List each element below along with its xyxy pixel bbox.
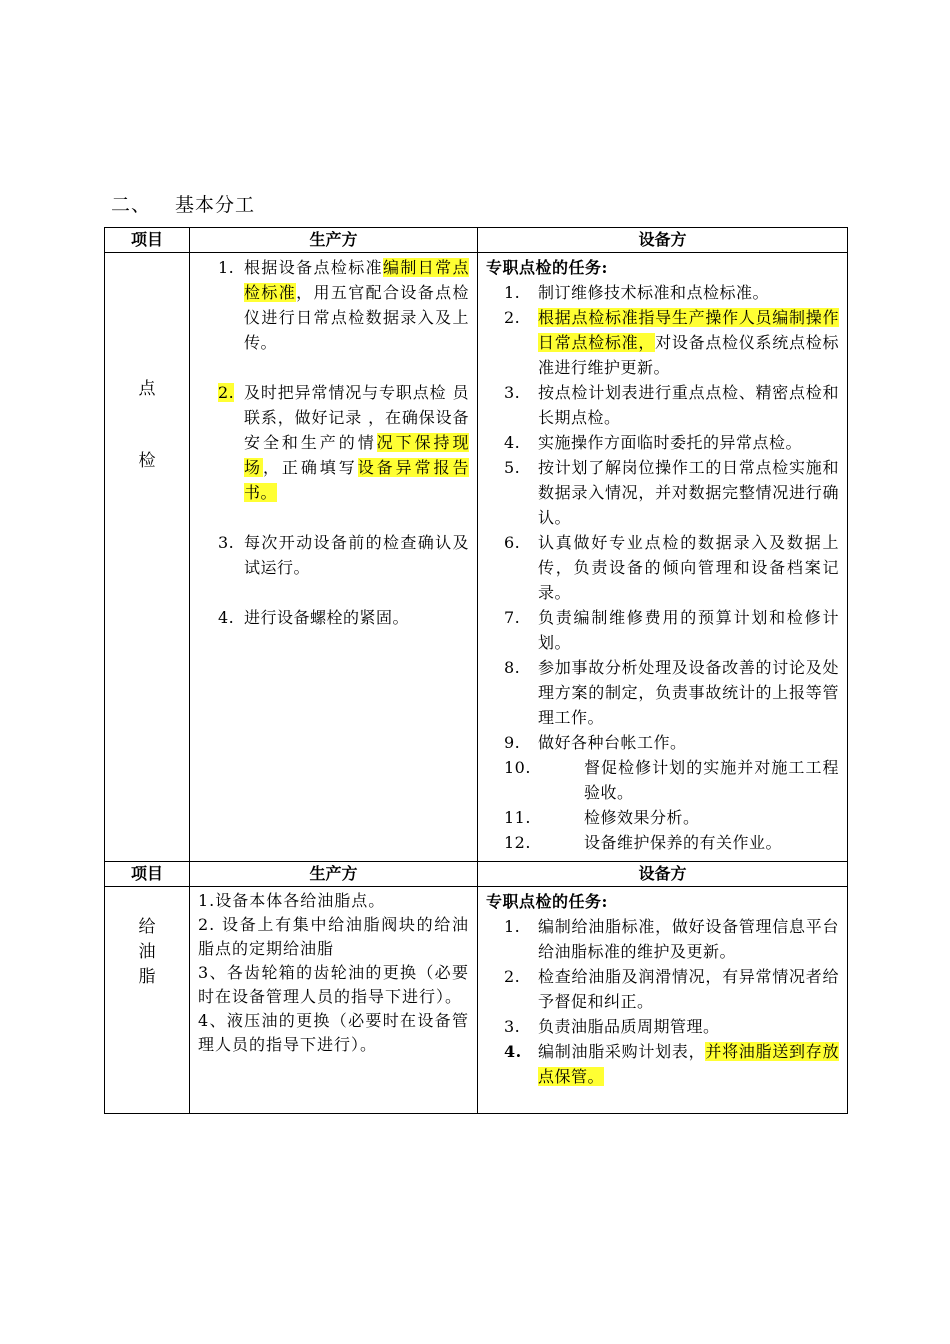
list-item: 4. 进行设备螺栓的紧固。 <box>218 608 410 627</box>
list-item: 2. 检查给油脂及润滑情况，有异常情况者给予督促和纠正。 <box>504 967 839 1011</box>
list-item: 4. 编制油脂采购计划表，并将油脂送到存放点保管。 <box>504 1042 839 1086</box>
highlighted-text: 2. <box>218 383 235 402</box>
project-char: 给 <box>138 917 156 937</box>
list-item: 5. 按计划了解岗位操作工的日常点检实施和数据录入情况，并对数据完整情况进行确认。 <box>504 458 839 527</box>
list-item: 4. 实施操作方面临时委托的异常点检。 <box>504 433 803 452</box>
list-item: 12. 设备维护保养的有关作业。 <box>504 833 783 852</box>
text-line: 2. 设备上有集中给油脂阀块的给油脂点的定期给油脂 <box>198 915 469 958</box>
list-item: 1. 编制给油脂标准，做好设备管理信息平台给油脂标准的维护及更新。 <box>504 917 839 961</box>
list-item: 3. 负责油脂品质周期管理。 <box>504 1017 720 1036</box>
project-char: 油 <box>138 942 156 962</box>
list-item: 9. 做好各种台帐工作。 <box>504 733 687 752</box>
header-production: 生产方 <box>190 228 478 253</box>
grease-row <box>105 887 848 1114</box>
text-line: 3、各齿轮箱的齿轮油的更换（必要时在设备管理人员的指导下进行）。 <box>198 963 469 1006</box>
section-heading <box>111 190 255 217</box>
header-project: 项目 <box>105 862 190 887</box>
project-char: 检 <box>138 451 156 471</box>
table-header-row <box>105 228 848 253</box>
inspection-row <box>105 253 848 862</box>
section-title: 基本分工 <box>175 194 256 216</box>
highlighted-text: 编制日常点检标准 <box>244 258 469 302</box>
header-equipment: 设备方 <box>478 228 848 253</box>
table-header-row <box>105 862 848 887</box>
project-cell-grease <box>105 887 190 1114</box>
highlighted-text: 并将油脂送到存放点保管。 <box>538 1042 839 1086</box>
project-char: 点 <box>138 379 156 399</box>
list-item: 7. 负责编制维修费用的预算计划和检修计划。 <box>504 608 839 652</box>
task-title: 专职点检的任务: <box>486 258 608 277</box>
equipment-cell-grease <box>478 887 848 1114</box>
production-cell-inspection <box>190 253 478 862</box>
project-char: 脂 <box>138 967 156 987</box>
header-equipment: 设备方 <box>478 862 848 887</box>
highlighted-text: 根据点检标准指导生产操作人员编制操作日常点检标准， <box>538 308 839 352</box>
list-item: 1. 制订维修技术标准和点检标准。 <box>504 283 770 302</box>
section-number: 二、 <box>111 194 152 216</box>
list-item: 8. 参加事故分析处理及设备改善的讨论及处理方案的制定，负责事故统计的上报等管理工作。 <box>504 658 839 727</box>
list-item: 6. 认真做好专业点检的数据录入及数据上传，负责设备的倾向管理和设备档案记录。 <box>504 533 839 602</box>
header-production: 生产方 <box>190 862 478 887</box>
header-project: 项目 <box>105 228 190 253</box>
list-item: 2. 根据点检标准指导生产操作人员编制操作日常点检标准，对设备点检仪系统点检标准进行维护更新。 <box>504 308 839 377</box>
project-cell-inspection <box>105 253 190 862</box>
list-item: 3. 每次开动设备前的检查确认及试运行。 <box>218 533 469 577</box>
list-item: 10. 督促检修计划的实施并对施工工程验收。 <box>504 758 839 802</box>
equipment-cell-inspection <box>478 253 848 862</box>
text-line: 1.设备本体各给油脂点。 <box>198 891 386 910</box>
list-item: 1. 根据设备点检标准编制日常点检标准，用五官配合设备点检仪进行日常点检数据录入及上传。 <box>218 258 469 352</box>
list-item: 2. 及时把异常情况与专职点检 员联系，做好记录 ，在确保设备安全和生产的情况下保持现场，正确填写设备异常报告书。 <box>218 383 469 502</box>
production-cell-grease <box>190 887 478 1114</box>
task-title: 专职点检的任务: <box>486 892 608 911</box>
highlighted-text: 设备异常报告书。 <box>244 458 469 502</box>
division-table <box>104 227 848 1114</box>
list-item: 11. 检修效果分析。 <box>504 808 700 827</box>
highlighted-text: 况下保持现场 <box>244 433 469 477</box>
list-item: 3. 按点检计划表进行重点点检、精密点检和长期点检。 <box>504 383 839 427</box>
text-line: 4、液压油的更换（必要时在设备管理人员的指导下进行）。 <box>198 1011 469 1054</box>
